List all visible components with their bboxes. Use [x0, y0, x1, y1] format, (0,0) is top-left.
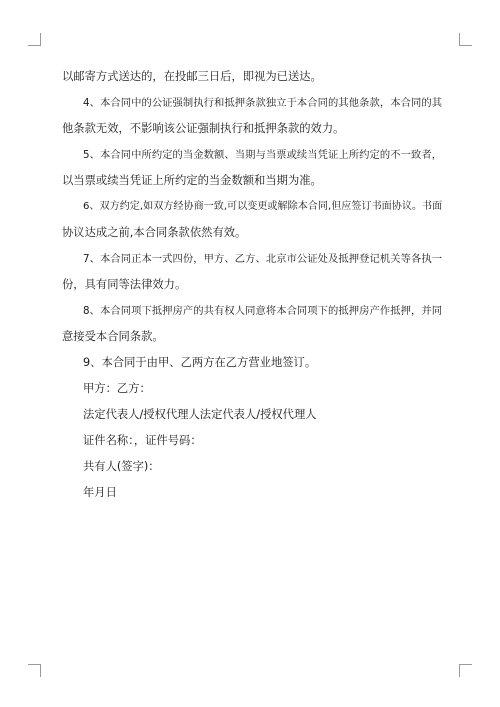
crop-mark-bottom-right [459, 664, 472, 677]
id-document-label: 证件名称：，证件号码： [83, 434, 202, 447]
clause-8-line-2: 意接受本合同条款。 [62, 330, 164, 343]
clause-5-line-1: 5、本合同中所约定的当金数额、当期与当票或续当凭证上所约定的不一致者， [83, 149, 442, 161]
clause-6-line-1: 6、双方约定,如双方经协商一致,可以变更或解除本合同,但应签订书面协议。书面 [83, 201, 442, 212]
clause-4-line-1: 4、本合同中的公证强制执行和抵押条款独立于本合同的其他条款，本合同的其 [83, 97, 442, 109]
party-a-b-label: 甲方：乙方： [83, 382, 151, 395]
co-owner-signature-label: 共有人(签字)： [83, 460, 160, 473]
clause-5-line-2: 以当票或续当凭证上所约定的当金数额和当期为准。 [62, 174, 322, 187]
crop-mark-bottom-left [28, 664, 41, 677]
clause-6-line-2: 协议达成之前,本合同条款依然有效。 [62, 226, 247, 239]
clause-7-line-1: 7、本合同正本一式四份，甲方、乙方、北京市公证处及抵押登记机关等各执一 [83, 253, 442, 265]
date-label: 年月日 [83, 486, 117, 499]
document-body [62, 64, 442, 506]
clause-4-line-2: 他条款无效，不影响该公证强制执行和抵押条款的效力。 [62, 122, 345, 135]
crop-mark-top-left [28, 33, 41, 46]
clause-9-line: 9、本合同于由甲、乙两方在乙方营业地签订。 [83, 356, 317, 369]
crop-mark-top-right [459, 33, 472, 46]
paragraph-line: 以邮寄方式送达的，在投邮三日后，即视为已送达。 [62, 70, 322, 83]
legal-representative-label: 法定代表人/授权代理人法定代表人/授权代理人 [83, 408, 317, 421]
clause-7-line-2: 份，具有同等法律效力。 [62, 278, 187, 291]
clause-8-line-1: 8、本合同项下抵押房产的共有权人同意将本合同项下的抵押房产作抵押，并同 [83, 305, 442, 317]
